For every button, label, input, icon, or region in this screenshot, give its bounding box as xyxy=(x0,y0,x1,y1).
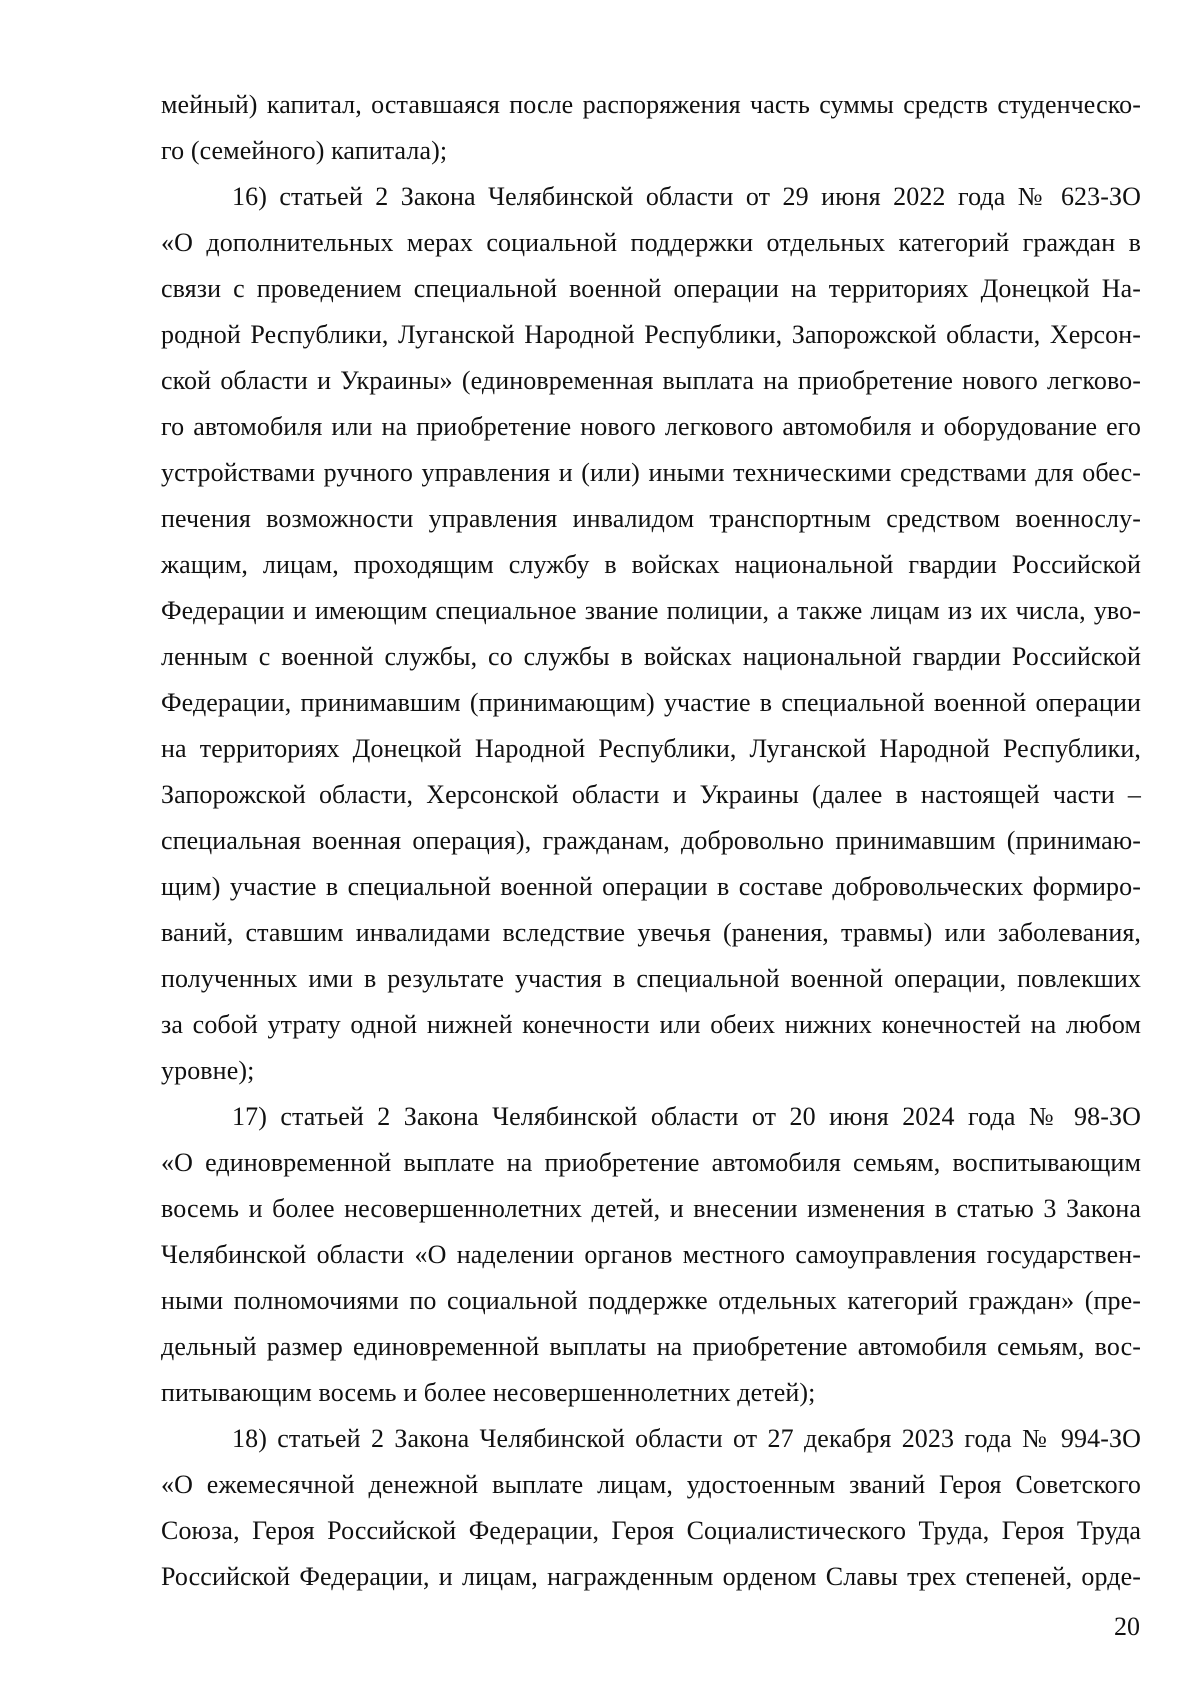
item-17-heading: 17) статьей 2 Закона Челябинской области от 20 июня 2024 года № 98-ЗО xyxy=(232,1102,1141,1131)
text-line: связи с проведением специальной военной операции на территориях Донецкой На- xyxy=(161,274,1141,303)
text-line: устройствами ручного управления и (или) иными техническими средствами для обес- xyxy=(161,458,1141,487)
text-line: дельный размер единовременной выплаты на приобретение автомобиля семьям, вос- xyxy=(161,1332,1141,1361)
text-line: жащим, лицам, проходящим службу в войсках национальной гвардии Российской xyxy=(161,550,1141,579)
text-line: «О единовременной выплате на приобретение автомобиля семьям, воспитывающим xyxy=(161,1148,1141,1177)
text-line: «О дополнительных мерах социальной поддержки отдельных категорий граждан в xyxy=(161,228,1141,257)
text-line: Российской Федерации, и лицам, награжденным орденом Славы трех степеней, орде- xyxy=(161,1562,1141,1591)
text-line: родной Республики, Луганской Народной Республики, Запорожской области, Херсон- xyxy=(161,320,1141,349)
text-line: Федерации и имеющим специальное звание полиции, а также лицам из их числа, уво- xyxy=(161,596,1141,625)
text-line: уровне); xyxy=(161,1056,255,1085)
text-line: за собой утрату одной нижней конечности или обеих нижних конечностей на любом xyxy=(161,1010,1141,1039)
text-line: ской области и Украины» (единовременная выплата на приобретение нового легково- xyxy=(161,366,1141,395)
text-line: ленным с военной службы, со службы в войсках национальной гвардии Российской xyxy=(161,642,1141,671)
text-line: ваний, ставшим инвалидами вследствие увечья (ранения, травмы) или заболевания, xyxy=(161,918,1141,947)
text-line: го автомобиля или на приобретение нового легкового автомобиля и оборудование его xyxy=(161,412,1141,441)
item-16-heading: 16) статьей 2 Закона Челябинской области от 29 июня 2022 года № 623-ЗО xyxy=(232,182,1141,211)
text-line: питывающим восемь и более несовершеннолетних детей); xyxy=(161,1378,816,1407)
text-line: специальная военная операция), гражданам, добровольно принимавшим (принимаю- xyxy=(161,826,1141,855)
text-line: Запорожской области, Херсонской области и Украины (далее в настоящей части – xyxy=(161,780,1141,809)
text-line: восемь и более несовершеннолетних детей, и внесении изменения в статью 3 Закона xyxy=(161,1194,1141,1223)
text-line: го (семейного) капитала); xyxy=(161,136,448,165)
text-line: Федерации, принимавшим (принимающим) участие в специальной военной операции xyxy=(161,688,1141,717)
text-line: щим) участие в специальной военной операции в составе добровольческих формиро- xyxy=(161,872,1141,901)
text-line: «О ежемесячной денежной выплате лицам, удостоенным званий Героя Советского xyxy=(161,1470,1141,1499)
text-line: Союза, Героя Российской Федерации, Героя Социалистического Труда, Героя Труда xyxy=(161,1516,1141,1545)
text-line: ными полномочиями по социальной поддержке отдельных категорий граждан» (пре- xyxy=(161,1286,1141,1315)
text-line: полученных ими в результате участия в специальной военной операции, повлекших xyxy=(161,964,1141,993)
text-line: мейный) капитал, оставшаяся после распоряжения часть суммы средств студенческо- xyxy=(161,90,1141,119)
text-line: на территориях Донецкой Народной Республики, Луганской Народной Республики, xyxy=(161,734,1141,763)
text-line: Челябинской области «О наделении органов местного самоуправления государствен- xyxy=(161,1240,1141,1269)
item-18-heading: 18) статьей 2 Закона Челябинской области от 27 декабря 2023 года № 994-ЗО xyxy=(232,1424,1141,1453)
text-line: печения возможности управления инвалидом транспортным средством военнослу- xyxy=(161,504,1141,533)
page-number: 20 xyxy=(1114,1612,1140,1641)
